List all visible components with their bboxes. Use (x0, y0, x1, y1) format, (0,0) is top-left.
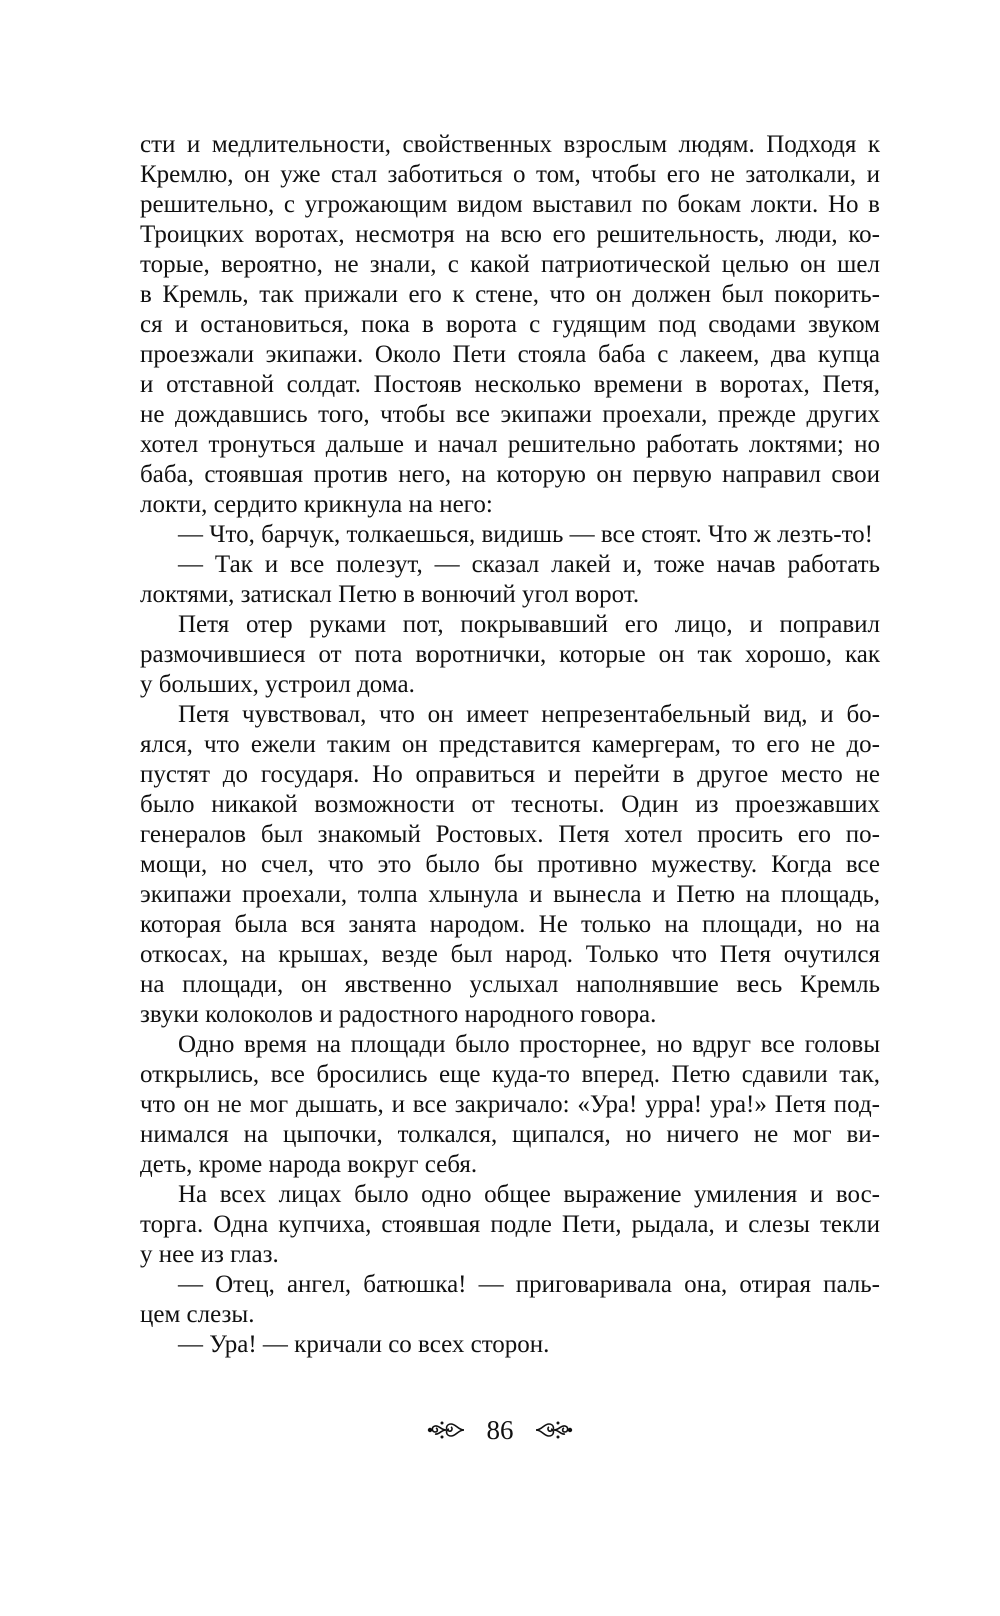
text-line: на площади, он явственно услыхал наполнявшие весь Кремль (140, 971, 880, 998)
text-line: было никакой возможности от тесноты. Один из проезжавших (140, 791, 880, 818)
text-line: — Так и все полезут, — сказал лакей и, тоже начав работать (178, 551, 880, 578)
text-line: проезжали экипажи. Около Пети стояла баба с лакеем, два купца (140, 341, 880, 368)
text-line: экипажи проехали, толпа хлынула и вынесла и Петю на площадь, (140, 881, 880, 908)
text-line: у больших, устроил дома. (140, 671, 415, 698)
text-line: размочившиеся от пота воротнички, которые он так хорошо, как (140, 641, 880, 668)
text-line: ялся, что ежели таким он представится камергерам, то его не до- (140, 731, 880, 758)
text-line: не дождавшись того, чтобы все экипажи проехали, прежде других (140, 401, 880, 428)
text-line: баба, стоявшая против него, на которую он первую направил свои (140, 461, 880, 488)
right-ornament-icon (534, 1419, 574, 1441)
text-line: открылись, все бросились еще куда-то вперед. Петю сдавили так, (140, 1061, 880, 1088)
text-line: которая была вся занята народом. Не только на площади, но на (140, 911, 880, 938)
text-line: — Отец, ангел, батюшка! — приговаривала она, отирая паль- (178, 1271, 880, 1298)
text-line: — Что, барчук, толкаешься, видишь — все стоят. Что ж лезть-то! (178, 521, 873, 548)
text-line: откосах, на крышах, везде был народ. Только что Петя очутился (140, 941, 880, 968)
text-line: что он не мог дышать, и все закричало: «Ура! урра! ура!» Петя под- (140, 1091, 880, 1118)
page-number: 86 (486, 1414, 514, 1445)
text-line: локтями, затискал Петю в вонючий угол ворот. (140, 581, 640, 608)
text-line: Петя чувствовал, что он имеет непрезентабельный вид, и бо- (178, 701, 880, 728)
text-line: Одно время на площади было просторнее, но вдруг все головы (178, 1031, 880, 1058)
body-text (140, 130, 880, 1360)
text-line: локти, сердито крикнула на него: (140, 491, 493, 518)
text-line: у нее из глаз. (140, 1241, 279, 1268)
text-line: и отставной солдат. Постояв несколько времени в воротах, Петя, (140, 371, 880, 398)
text-line: звуки колоколов и радостного народного говора. (140, 1001, 657, 1028)
text-line: торые, вероятно, не знали, с какой патриотической целью он шел (140, 251, 880, 278)
text-line: На всех лицах было одно общее выражение умиления и вос- (178, 1181, 880, 1208)
text-line: нимался на цыпочки, толкался, щипался, но ничего не мог ви- (140, 1121, 880, 1148)
text-line: цем слезы. (140, 1301, 255, 1328)
text-line: сти и медлительности, свойственных взрослым людям. Подходя к (140, 131, 880, 158)
text-line: — Ура! — кричали со всех сторон. (178, 1331, 550, 1358)
text-line: хотел тронуться дальше и начал решительно работать локтями; но (140, 431, 880, 458)
text-line: Троицких воротах, несмотря на всю его решительность, люди, ко- (140, 221, 880, 248)
text-line: решительно, с угрожающим видом выставил по бокам локти. Но в (140, 191, 880, 218)
text-line: мощи, но счел, что это было бы противно мужеству. Когда все (140, 851, 880, 878)
text-line: в Кремль, так прижали его к стене, что он должен был покорить- (140, 281, 880, 308)
page-footer (0, 1410, 1000, 1447)
left-ornament-icon (426, 1419, 466, 1441)
text-line: торга. Одна купчиха, стоявшая подле Пети, рыдала, и слезы текли (140, 1211, 880, 1238)
text-line: Кремлю, он уже стал заботиться о том, чтобы его не затолкали, и (140, 161, 880, 188)
text-line: пустят до государя. Но оправиться и перейти в другое место не (140, 761, 880, 788)
text-line: ся и остановиться, пока в ворота с гудящим под сводами звуком (140, 311, 880, 338)
text-line: генералов был знакомый Ростовых. Петя хотел просить его по- (140, 821, 880, 848)
text-line: деть, кроме народа вокруг себя. (140, 1151, 478, 1178)
text-line: Петя отер руками пот, покрывавший его лицо, и поправил (178, 611, 880, 638)
